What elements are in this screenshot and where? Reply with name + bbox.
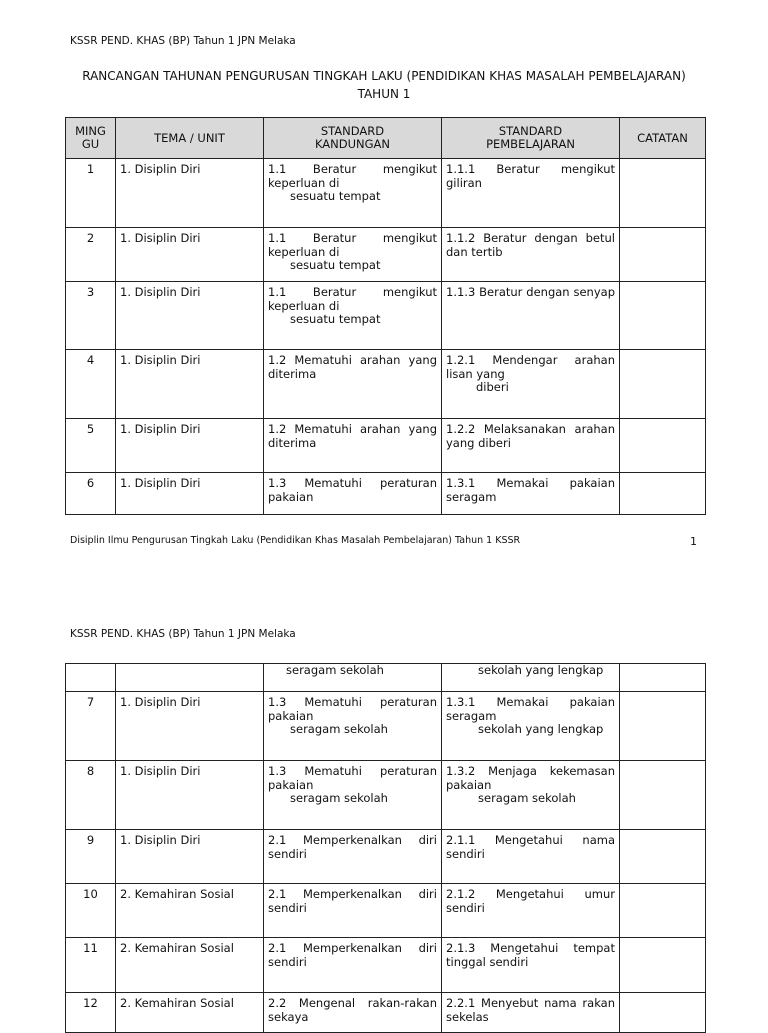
yearly-plan-table-continued — [65, 663, 706, 1033]
table-row — [66, 159, 706, 228]
table-row — [66, 830, 706, 884]
standard-pembelajaran-cell: 1.3.1 Memakai pakaian seragam — [442, 473, 620, 515]
week-cell: 9 — [66, 830, 116, 884]
tema-cell: 1. Disiplin Diri — [116, 350, 264, 419]
standard-kandungan-cell: 2.1 Memperkenalkan diri sendiri — [264, 884, 442, 938]
week-cell: 6 — [66, 473, 116, 515]
week-cell: 12 — [66, 993, 116, 1033]
standard-kandungan-cell: 2.2 Mengenal rakan-rakan sekaya — [264, 993, 442, 1033]
table-row — [66, 761, 706, 830]
yearly-plan-table — [65, 117, 706, 515]
week-cell: 4 — [66, 350, 116, 419]
col-standard-kandungan: STANDARD KANDUNGAN — [264, 118, 442, 159]
tema-cell: 1. Disiplin Diri — [116, 473, 264, 515]
table-row — [66, 419, 706, 473]
week-cell: 7 — [66, 692, 116, 761]
standard-kandungan-cell: 2.1 Memperkenalkan diri sendiri — [264, 938, 442, 993]
page-number: 1 — [690, 535, 697, 548]
standard-kandungan-cell: 1.3 Mematuhi peraturan pakaian seragam sekolah — [264, 761, 442, 830]
table-row — [66, 938, 706, 993]
catatan-cell — [620, 938, 706, 993]
catatan-cell — [620, 692, 706, 761]
standard-kandungan-cell: 1.1 Beratur mengikut keperluan di sesuatu tempat — [264, 228, 442, 282]
tema-cell: 1. Disiplin Diri — [116, 830, 264, 884]
tema-cell: 1. Disiplin Diri — [116, 761, 264, 830]
continuation-sk: seragam sekolah — [264, 664, 442, 692]
table-row — [66, 350, 706, 419]
standard-pembelajaran-cell: 1.2.1 Mendengar arahan lisan yang diberi — [442, 350, 620, 419]
col-tema: TEMA / UNIT — [116, 118, 264, 159]
catatan-cell — [620, 473, 706, 515]
tema-cell: 1. Disiplin Diri — [116, 282, 264, 350]
standard-pembelajaran-cell: 2.1.1 Mengetahui nama sendiri — [442, 830, 620, 884]
standard-kandungan-cell: 1.2 Mematuhi arahan yang diterima — [264, 419, 442, 473]
continuation-row — [66, 664, 706, 692]
week-cell: 8 — [66, 761, 116, 830]
tema-cell: 1. Disiplin Diri — [116, 228, 264, 282]
table-header-row — [66, 118, 706, 159]
table-row — [66, 473, 706, 515]
table-row — [66, 993, 706, 1033]
standard-pembelajaran-cell: 1.1.1 Beratur mengikut giliran — [442, 159, 620, 228]
document-title — [0, 67, 768, 103]
page-footer: Disiplin Ilmu Pengurusan Tingkah Laku (Pendidikan Khas Masalah Pembelajaran) Tahun 1 KSSR — [70, 535, 521, 546]
standard-kandungan-cell: 2.1 Memperkenalkan diri sendiri — [264, 830, 442, 884]
table-row — [66, 692, 706, 761]
week-cell: 10 — [66, 884, 116, 938]
week-cell: 1 — [66, 159, 116, 228]
tema-cell: 2. Kemahiran Sosial — [116, 938, 264, 993]
table-row — [66, 282, 706, 350]
catatan-cell — [620, 228, 706, 282]
standard-kandungan-cell: 1.1 Beratur mengikut keperluan di sesuatu tempat — [264, 282, 442, 350]
standard-pembelajaran-cell: 1.3.2 Menjaga kekemasan pakaian seragam sekolah — [442, 761, 620, 830]
standard-pembelajaran-cell: 1.3.1 Memakai pakaian seragam sekolah yang lengkap — [442, 692, 620, 761]
standard-pembelajaran-cell: 2.1.2 Mengetahui umur sendiri — [442, 884, 620, 938]
tema-cell: 1. Disiplin Diri — [116, 419, 264, 473]
standard-pembelajaran-cell: 1.1.3 Beratur dengan senyap — [442, 282, 620, 350]
standard-kandungan-cell: 1.3 Mematuhi peraturan pakaian seragam sekolah — [264, 692, 442, 761]
standard-kandungan-cell: 1.2 Mematuhi arahan yang diterima — [264, 350, 442, 419]
standard-pembelajaran-cell: 1.1.2 Beratur dengan betul dan tertib — [442, 228, 620, 282]
week-cell: 3 — [66, 282, 116, 350]
catatan-cell — [620, 830, 706, 884]
continuation-sp: sekolah yang lengkap — [442, 664, 620, 692]
col-minggu: MING GU — [66, 118, 116, 159]
tema-cell: 2. Kemahiran Sosial — [116, 884, 264, 938]
standard-kandungan-cell: 1.1 Beratur mengikut keperluan di sesuatu tempat — [264, 159, 442, 228]
col-catatan: CATATAN — [620, 118, 706, 159]
tema-cell: 2. Kemahiran Sosial — [116, 993, 264, 1033]
title-line-1: RANCANGAN TAHUNAN PENGURUSAN TINGKAH LAKU (PENDIDIKAN KHAS MASALAH PEMBELAJARAN) — [82, 69, 686, 83]
title-line-2: TAHUN 1 — [357, 87, 411, 101]
standard-pembelajaran-cell: 2.2.1 Menyebut nama rakan sekelas — [442, 993, 620, 1033]
standard-pembelajaran-cell: 2.1.3 Mengetahui tempat tinggal sendiri — [442, 938, 620, 993]
tema-cell: 1. Disiplin Diri — [116, 159, 264, 228]
table-row — [66, 884, 706, 938]
standard-pembelajaran-cell: 1.2.2 Melaksanakan arahan yang diberi — [442, 419, 620, 473]
week-cell: 5 — [66, 419, 116, 473]
catatan-cell — [620, 884, 706, 938]
catatan-cell — [620, 350, 706, 419]
standard-kandungan-cell: 1.3 Mematuhi peraturan pakaian — [264, 473, 442, 515]
catatan-cell — [620, 761, 706, 830]
tema-cell: 1. Disiplin Diri — [116, 692, 264, 761]
table-row — [66, 228, 706, 282]
catatan-cell — [620, 419, 706, 473]
page-header: KSSR PEND. KHAS (BP) Tahun 1 JPN Melaka — [70, 35, 296, 47]
catatan-cell — [620, 993, 706, 1033]
catatan-cell — [620, 282, 706, 350]
week-cell: 11 — [66, 938, 116, 993]
col-standard-pembelajaran: STANDARD PEMBELAJARAN — [442, 118, 620, 159]
page-2-header: KSSR PEND. KHAS (BP) Tahun 1 JPN Melaka — [70, 628, 296, 640]
catatan-cell — [620, 159, 706, 228]
week-cell: 2 — [66, 228, 116, 282]
